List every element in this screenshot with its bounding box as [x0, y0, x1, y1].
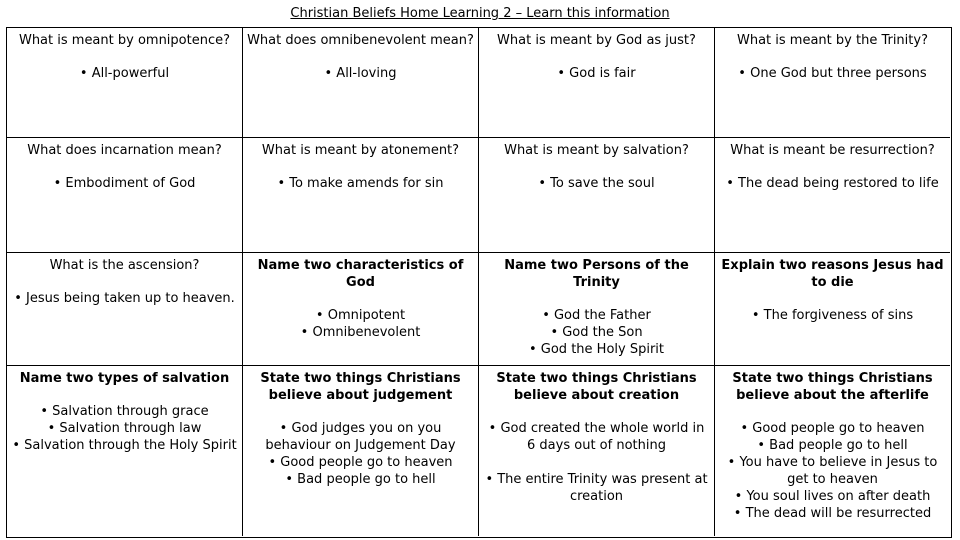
info-cell [7, 366, 243, 536]
bullet-item: • The dead being restored to life [726, 176, 939, 191]
cell-question: What is meant be resurrection? [730, 143, 935, 158]
info-cell [243, 28, 479, 138]
cell-answers [11, 175, 238, 192]
cell-question: What does incarnation mean? [27, 143, 222, 158]
cell-answers [483, 307, 710, 358]
cell-answers [247, 420, 474, 488]
bullet-item: • God created the whole world in 6 days out of nothing [488, 421, 705, 453]
bullet-item: • The dead will be resurrected [733, 506, 932, 521]
cell-question: Name two Persons of the Trinity [504, 258, 689, 290]
bullet-item: • Salvation through law [47, 421, 202, 436]
bullet-item: • The entire Trinity was present at creation [485, 472, 708, 504]
bullet-item: • Bad people go to hell [285, 472, 436, 487]
cell-answers [719, 175, 946, 192]
cell-question: State two things Christians believe about judgement [260, 371, 461, 403]
bullet-item: • God the Father [542, 308, 651, 323]
info-cell [479, 366, 715, 536]
info-cell [715, 28, 950, 138]
info-cell [715, 253, 950, 366]
bullet-item: • Salvation through the Holy Spirit [12, 438, 237, 453]
page-title: Christian Beliefs Home Learning 2 – Learn this information [290, 6, 670, 21]
cell-question: What does omnibenevolent mean? [247, 33, 474, 48]
cell-question: What is meant by God as just? [497, 33, 696, 48]
bullet-item: • You soul lives on after death [734, 489, 931, 504]
cell-question: Name two characteristics of God [257, 258, 464, 290]
info-cell [243, 138, 479, 253]
bullet-item: • Bad people go to hell [757, 438, 908, 453]
cell-question: State two things Christians believe about the afterlife [732, 371, 933, 403]
cell-answers [719, 65, 946, 82]
bullet-item: • Salvation through grace [40, 404, 209, 419]
bullet-item: • One God but three persons [738, 66, 927, 81]
cell-question: What is meant by atonement? [261, 143, 460, 158]
cell-answers [11, 403, 238, 454]
bullet-item: • You have to believe in Jesus to get to heaven [727, 455, 938, 487]
info-cell [7, 138, 243, 253]
cell-answers [11, 290, 238, 307]
bullet-item: • To save the soul [538, 176, 655, 191]
info-cell [243, 253, 479, 366]
bullet-item: • Omnipotent [315, 308, 406, 323]
cell-answers [483, 420, 710, 505]
cell-question: What is the ascension? [49, 258, 200, 273]
bullet-item: • The forgiveness of sins [751, 308, 914, 323]
bullet-item: • Jesus being taken up to heaven. [14, 291, 235, 306]
bullet-item: • God the Son [550, 325, 643, 340]
cell-answers [483, 65, 710, 82]
info-cell [715, 138, 950, 253]
cell-question: State two things Christians believe about creation [496, 371, 697, 403]
bullet-item: • Embodiment of God [53, 176, 196, 191]
cell-answers [483, 175, 710, 192]
cell-answers [719, 307, 946, 324]
bullet-item: • To make amends for sin [277, 176, 444, 191]
bullet-item: • God is fair [557, 66, 636, 81]
bullet-item: • All-loving [324, 66, 397, 81]
bullet-item: • God judges you on you behaviour on Judgement Day [265, 421, 456, 453]
bullet-item: • All-powerful [79, 66, 170, 81]
cell-answers [247, 175, 474, 192]
cell-answers [11, 65, 238, 82]
bullet-item: • Good people go to heaven [740, 421, 925, 436]
bullet-item: • God the Holy Spirit [528, 342, 664, 357]
knowledge-organiser-grid [6, 27, 952, 538]
info-cell [7, 28, 243, 138]
cell-question: Name two types of salvation [19, 371, 230, 386]
cell-answers [247, 307, 474, 341]
info-cell [479, 28, 715, 138]
bullet-item: • Good people go to heaven [268, 455, 453, 470]
cell-answers [719, 420, 946, 522]
cell-question: What is meant by the Trinity? [737, 33, 928, 48]
cell-question: What is meant by omnipotence? [18, 33, 231, 48]
cell-question: Explain two reasons Jesus had to die [721, 258, 944, 290]
info-cell [479, 138, 715, 253]
bullet-item: • Omnibenevolent [300, 325, 421, 340]
info-cell [479, 253, 715, 366]
info-cell [243, 366, 479, 536]
info-cell [7, 253, 243, 366]
cell-question: What is meant by salvation? [504, 143, 689, 158]
cell-answers [247, 65, 474, 82]
info-cell [715, 366, 950, 536]
